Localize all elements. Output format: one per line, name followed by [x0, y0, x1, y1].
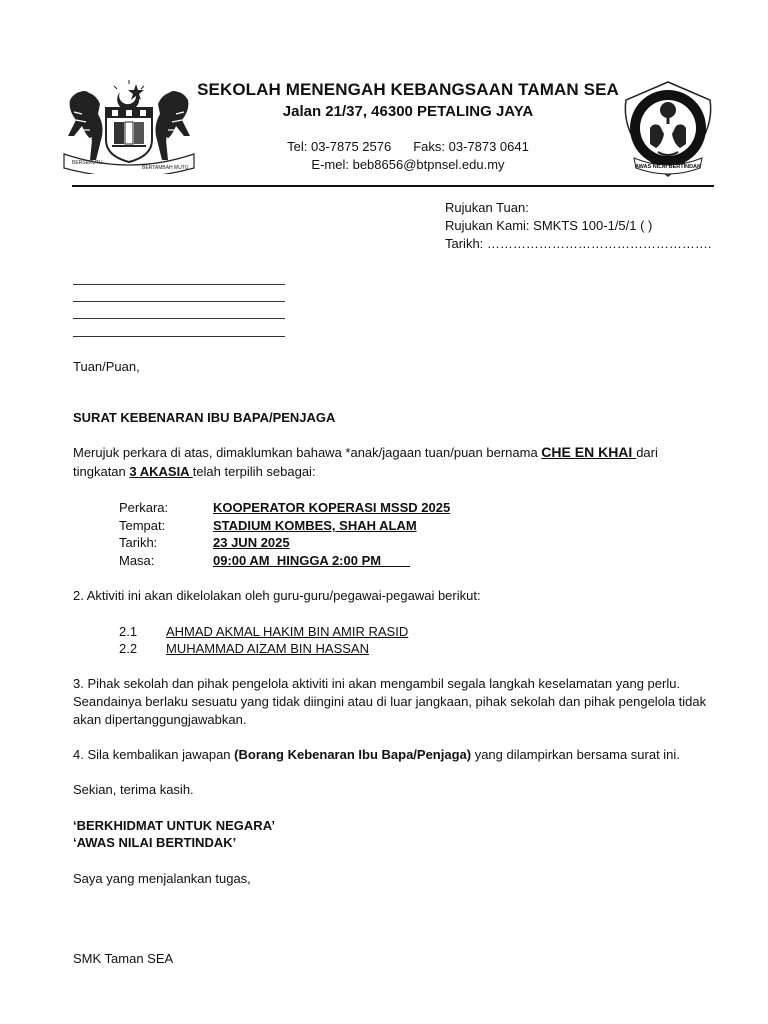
school-fax: Faks: 03-7873 0641 — [413, 139, 529, 154]
detail-label: Perkara: — [119, 500, 169, 515]
teacher-number: 2.1 — [119, 624, 138, 639]
intro-line-2 — [73, 463, 713, 480]
sign-off: Saya yang menjalankan tugas, — [73, 871, 251, 886]
letter-subject: SURAT KEBENARAN IBU BAPA/PENJAGA — [73, 410, 336, 425]
school-email: E-mel: beb8656@btpnsel.edu.my — [311, 157, 505, 172]
address-line — [73, 301, 285, 302]
detail-value-masa: 09:00 AM HINGGA 2:00 PM — [213, 553, 410, 568]
school-tel: Tel: 03-7875 2576 — [287, 139, 392, 154]
paragraph-4 — [73, 746, 680, 763]
detail-label: Tempat: — [119, 518, 166, 533]
intro-text: Merujuk perkara di atas, dimaklumkan bahawa *anak/jagaan tuan/puan bernama — [73, 445, 542, 460]
crest-motto-right: BERTAMBAH MUTU — [142, 165, 189, 171]
paragraph-2: 2. Aktiviti ini akan dikelolakan oleh guru-guru/pegawai-pegawai berikut: — [73, 588, 481, 603]
paragraph-4-text: yang dilampirkan bersama surat ini. — [471, 747, 680, 762]
class-name: 3 AKASIA — [129, 464, 193, 479]
closing: Sekian, terima kasih. — [73, 782, 194, 797]
logo-motto: AWAS NILAI BERTINDAK — [635, 164, 701, 170]
detail-value-perkara: KOOPERATOR KOPERASI MSSD 2025 — [213, 500, 451, 515]
header-divider — [72, 185, 714, 187]
motto-1: ‘BERKHIDMAT UNTUK NEGARA’ — [73, 818, 275, 833]
ref-tarikh: Tarikh: ……………………………………………. — [445, 236, 712, 251]
ref-rujukan-kami: Rujukan Kami: SMKTS 100-1/5/1 ( ) — [445, 218, 653, 233]
detail-label: Masa: — [119, 553, 155, 568]
paragraph-3-line: 3. Pihak sekolah dan pihak pengelola aktiviti ini akan mengambil segala langkah keselamatan yang perlu. — [73, 676, 681, 691]
teacher-name: MUHAMMAD AIZAM BIN HASSAN — [166, 641, 369, 656]
school-logo-icon — [620, 80, 716, 178]
detail-label: Tarikh: — [119, 535, 158, 550]
salutation: Tuan/Puan, — [73, 359, 140, 374]
school-address: Jalan 21/37, 46300 PETALING JAYA — [282, 103, 534, 120]
address-line — [73, 284, 285, 285]
paragraph-4-form-name: (Borang Kebenaran Ibu Bapa/Penjaga) — [234, 747, 472, 762]
detail-value-tarikh: 23 JUN 2025 — [213, 535, 290, 550]
crest-motto-left: BERSEKUTU — [72, 160, 103, 166]
coat-of-arms-icon — [62, 78, 196, 174]
ref-rujukan-tuan: Rujukan Tuan: — [445, 200, 529, 215]
school-name: SEKOLAH MENENGAH KEBANGSAAN TAMAN SEA — [197, 80, 619, 99]
intro-text: telah terpilih sebagai: — [192, 464, 316, 479]
intro-line-1 — [73, 444, 713, 461]
motto-2: ‘AWAS NILAI BERTINDAK’ — [73, 835, 237, 850]
address-line — [73, 336, 285, 337]
detail-value-tempat: STADIUM KOMBES, SHAH ALAM — [213, 518, 417, 533]
teacher-name: AHMAD AKMAL HAKIM BIN AMIR RASID — [166, 624, 409, 639]
address-line — [73, 318, 285, 319]
teacher-number: 2.2 — [119, 641, 138, 656]
intro-text: dari — [636, 445, 658, 460]
signatory: SMK Taman SEA — [73, 951, 174, 966]
paragraph-4-text: 4. Sila kembalikan jawapan — [73, 747, 235, 762]
paragraph-3-line: akan dipertanggungjawabkan. — [73, 712, 247, 727]
intro-text: tingkatan — [73, 464, 130, 479]
school-contact — [196, 139, 620, 154]
student-name: CHE EN KHAI — [541, 444, 637, 460]
paragraph-3-line: Seandainya berlaku sesuatu yang tidak diingini atau di luar jangkaan, pihak sekolah dan pihak pengelola tidak — [73, 694, 707, 709]
